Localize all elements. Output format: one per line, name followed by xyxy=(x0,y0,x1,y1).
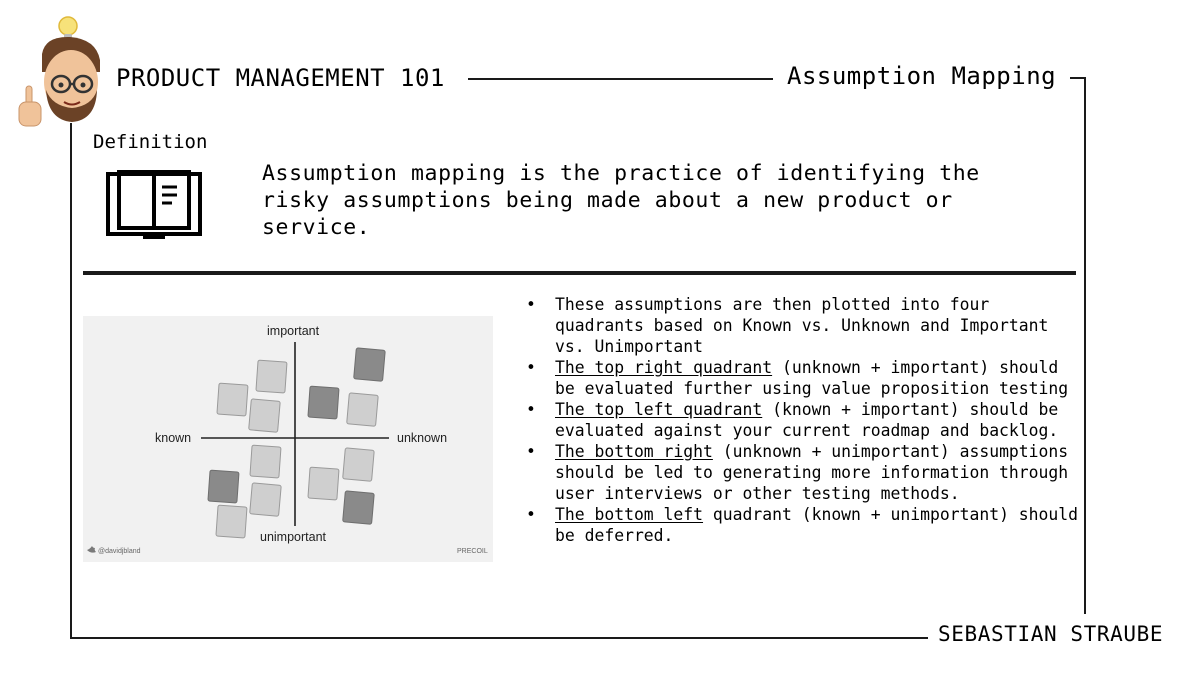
label-important: important xyxy=(267,324,320,338)
bullet-underlined-phrase: The bottom left xyxy=(555,505,704,524)
topic-title: Assumption Mapping xyxy=(787,62,1057,90)
frame-right-border xyxy=(1084,77,1086,614)
bullet-item xyxy=(524,357,1084,399)
label-known: known xyxy=(155,431,192,445)
header-rule xyxy=(468,78,773,80)
credit-twitter: @davidjbland xyxy=(98,548,141,555)
credit-logo: PRECOIL xyxy=(457,548,488,555)
bullet-item xyxy=(524,294,1084,357)
bullet-underlined-phrase: The top left quadrant xyxy=(555,400,763,419)
avatar xyxy=(12,10,112,130)
bullet-item xyxy=(524,399,1084,441)
section-divider xyxy=(83,271,1076,275)
bullet-item xyxy=(524,441,1084,504)
bullet-text: (known + important) should be evaluated against your current roadmap and backlog. xyxy=(555,400,1059,440)
bullet-item xyxy=(524,504,1084,546)
bullet-text: (unknown + important) should be evaluated further using value proposition testing xyxy=(555,358,1069,398)
definition-heading: Definition xyxy=(93,131,208,153)
bullet-underlined-phrase: The bottom right xyxy=(555,442,713,461)
assumption-bullets xyxy=(524,294,1084,546)
definition-text: Assumption mapping is the practice of identifying the risky assumptions being made about a new product or service. xyxy=(262,161,980,240)
bullet-text: These assumptions are then plotted into four quadrants based on Known vs. Unknown and Important vs. Unimportant xyxy=(555,295,1049,356)
frame-left-border xyxy=(70,123,72,638)
assumption-map-figure xyxy=(83,316,493,562)
bullet-underlined-phrase: The top right quadrant xyxy=(555,358,773,377)
bullet-text: (unknown + unimportant) assumptions should be led to generating more information through user interviews or other testing methods. xyxy=(555,442,1069,503)
book-icon xyxy=(106,170,204,242)
author-name: SEBASTIAN STRAUBE xyxy=(938,622,1164,646)
bullet-text: quadrant (known + unimportant) should be deferred. xyxy=(555,505,1079,545)
frame-bottom-border xyxy=(70,637,928,639)
label-unknown: unknown xyxy=(397,431,448,445)
label-unimportant: unimportant xyxy=(260,530,327,544)
course-title: PRODUCT MANAGEMENT 101 xyxy=(116,64,445,92)
pointing-hand-icon xyxy=(19,86,41,126)
sticky-notes xyxy=(208,348,385,538)
bird-icon xyxy=(87,546,96,553)
